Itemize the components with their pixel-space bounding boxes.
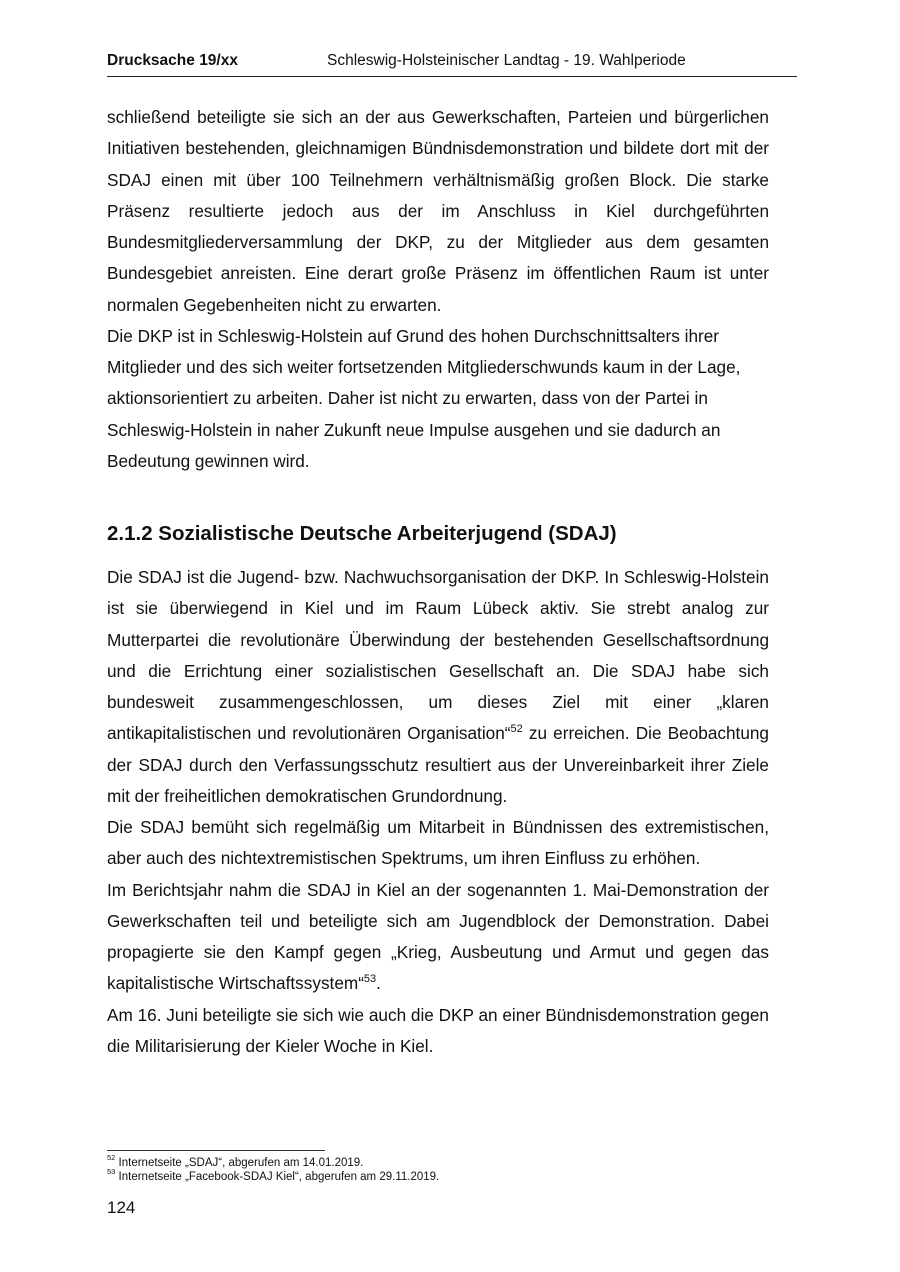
page-header <box>107 52 797 77</box>
sdaj-text-block <box>107 562 769 1062</box>
footnote-number: 53 <box>107 1167 116 1177</box>
paragraph-sdaj-organisation-text-cont: zu erreichen. Die Beobachtung der SDAJ durch den Verfassungsschutz resultiert aus der Unvereinbarkeit ihrer Ziele mit der freiheitlichen demokratischen Grundordnung. <box>107 723 769 806</box>
header-title: Schleswig-Holsteinischer Landtag - 19. Wahlperiode <box>327 52 686 69</box>
section-heading: 2.1.2 Sozialistische Deutsche Arbeiterjugend (SDAJ) <box>107 522 617 545</box>
page-number: 124 <box>107 1198 136 1217</box>
document-number: Drucksache 19/xx <box>107 52 238 69</box>
paragraph-sdaj-may-text: Im Berichtsjahr nahm die SDAJ in Kiel an der sogenannten 1. Mai-Demonstration der Gewerkschaften teil und beteiligte sich am Jugendblock der Demonstration. Dabei propagierte sie den Kampf gegen „Krieg, Ausbeutung und Armut und gegen das kapitalistische Wirtschaftssystem“ <box>107 879 769 994</box>
footnote-separator <box>107 1150 325 1151</box>
paragraph-sdaj-alliances: Die SDAJ bemüht sich regelmäßig um Mitarbeit in Bündnissen des extremistischen, aber auch des nichtextremistischen Spektrums, um ihren Einfluss zu erhöhen. <box>107 817 769 869</box>
footnote-52 <box>107 1153 439 1170</box>
paragraph-dkp-outlook: Die DKP ist in Schleswig-Holstein auf Grund des hohen Durchschnittsalters ihrer Mitglieder und des sich weiter fortsetzenden Mitgliederschwunds kaum in der Lage, aktionsorientiert zu arbeiten. Daher ist nicht zu erwarten, dass von der Partei in Schleswig-Holstein in naher Zukunft neue Impulse ausgehen und sie dadurch an Bedeutung gewinnen wird. <box>107 325 741 471</box>
footnote-ref-52: 52 <box>510 722 523 735</box>
footnote-number: 52 <box>107 1153 116 1163</box>
footnotes <box>107 1153 440 1184</box>
intro-text-block <box>107 102 769 477</box>
paragraph-sdaj-kieler-woche: Am 16. Juni beteiligte sie sich wie auch die DKP an einer Bündnisdemonstration gegen die Militarisierung der Kieler Woche in Kiel. <box>107 1004 769 1056</box>
paragraph-dkp-demonstration: schließend beteiligte sie sich an der aus Gewerkschaften, Parteien und bürgerlichen Initiativen bestehenden, gleichnamigen Bündnisdemonstration und bildete dort mit der SDAJ einen mit über 100 Teilnehmern verhältnismäßig großen Block. Die starke Präsenz resultierte jedoch aus der im Anschluss in Kiel durchgeführten Bundesmitgliederversammlung der DKP, zu der Mitglieder aus dem gesamten Bundesgebiet anreisten. Eine derart große Präsenz im öffentlichen Raum ist unter normalen Gegebenheiten nicht zu erwarten. <box>107 107 769 315</box>
paragraph-sdaj-organisation-text: Die SDAJ ist die Jugend- bzw. Nachwuchsorganisation der DKP. In Schleswig-Holstein ist sie überwiegend in Kiel und im Raum Lübeck aktiv. Sie strebt analog zur Mutterpartei die revolutionäre Überwindung der bestehenden Gesellschaftsordnung und die Errichtung einer sozialistischen Gesellschaft an. Die SDAJ habe sich bundesweit zusammengeschlossen, um dieses Ziel mit einer „klaren antikapitalistischen und revolutionären Organisation“ <box>107 567 769 744</box>
paragraph-sdaj-organisation <box>107 562 769 812</box>
footnote-ref-53: 53 <box>363 972 377 985</box>
footnote-53 <box>107 1167 440 1184</box>
footnote-text: Internetseite „SDAJ“, abgerufen am 14.01.2019. <box>115 1157 364 1169</box>
paragraph-sdaj-may-demonstration <box>107 875 769 1000</box>
paragraph-sdaj-may-text-end: . <box>376 973 381 994</box>
footnote-text: Internetseite „Facebook-SDAJ Kiel“, abgerufen am 29.11.2019. <box>115 1171 440 1183</box>
